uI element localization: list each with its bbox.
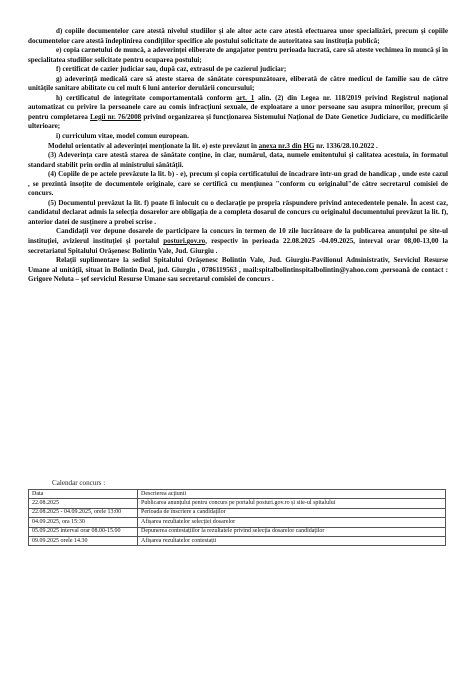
candidates-text-1: Candidații vor depune dosarele de participare la concurs în termen de 10 zile lucrătoare de la publicarea anunțului pe site-ul instituției, avizierul instituției și portalul bbox=[28, 227, 448, 246]
row-description: Afișarea rezultatelor contestații bbox=[138, 537, 446, 546]
row-description: Depunerea contestațiilor la rezultatele privind selecția dosarelor candidaților bbox=[138, 527, 446, 536]
model-paragraph bbox=[28, 142, 448, 152]
item-f: f) certificat de cazier judiciar sau, după caz, extrasul de pe cazierul judiciar; bbox=[56, 65, 287, 74]
item-h-text-3: privind organizarea și funcționarea Sistemului Național de Date Genetice Judiciare, cu modificările ulterioare; bbox=[28, 112, 448, 131]
document-body bbox=[28, 27, 448, 285]
table-row bbox=[29, 527, 446, 536]
hg-link[interactable]: HG bbox=[303, 141, 315, 150]
table-row bbox=[29, 518, 446, 527]
row-date: 22.08.2025 bbox=[29, 499, 138, 508]
row-date: 22.08.2025 - 04.09.2025, orele 13:00 bbox=[29, 508, 138, 517]
candidates-text-2: , respectiv în perioada 22.08.2025 -04.09.2025, interval orar 08,00-13,00 la secretariatul Spitalului Orășenesc Bolintin Vale, Jud. Giurgiu . bbox=[28, 237, 449, 255]
row-description: Perioada de înscriere a candidaților bbox=[138, 508, 446, 517]
table-row bbox=[29, 537, 446, 546]
table-row bbox=[29, 499, 446, 508]
item-h-text-2: alin. (2) din Legea nr. 118/2019 privind Registrul național automatizat cu privire la persoanele care au comis infracțiuni sexuale, de exploatare a unor persoane sau asupra minorilor, precum și pentru completarea bbox=[28, 93, 448, 121]
model-text-2: nr. 1336/28.10.2022 . bbox=[314, 141, 378, 150]
item-d: d) copiile documentelor care atestă nivelul studiilor și ale altor acte care atestă efectuarea unor specializări, precum și copiile documentelor care atestă îndeplinirea condițiilor specifice ale postului solicitate de autoritatea sau instituția publică; bbox=[28, 27, 448, 45]
calendar-table bbox=[28, 489, 446, 546]
candidates-paragraph bbox=[28, 227, 448, 256]
law-link-76-2008[interactable]: Legii nr. 76/2008 bbox=[90, 112, 142, 121]
row-date: 05.09.2025 interval orar 08.00-15.00 bbox=[29, 527, 138, 536]
model-text-1: Modelul orientativ al adeverinței menționate la lit. e) este prevăzut în bbox=[48, 141, 259, 150]
item-h bbox=[28, 94, 448, 132]
annex-link[interactable]: anexa nr.3 din bbox=[258, 141, 302, 150]
portal-link[interactable]: posturi.gov.ro bbox=[163, 237, 206, 246]
paragraph-3: (3) Adeverința care atestă starea de sănătate conține, în clar, numărul, data, numele emitentului și calitatea acestuia, în formatul standard stabilit prin ordin al ministrului sănătății. bbox=[28, 151, 448, 169]
header-description: Descrierea acțiunii bbox=[138, 490, 446, 499]
header-date: Data bbox=[29, 490, 138, 499]
item-e: e) copia carnetului de muncă, a adeverinței eliberate de angajator pentru perioada lucrată, care să ateste vechimea în muncă și în specialitatea studiilor solicitate pentru ocuparea postului; bbox=[28, 46, 448, 64]
item-g: g) adeverință medicală care să ateste starea de sănătate corespunzătoare, eliberată de către medicul de familie sau de către unitățile sanitare abilitate cu cel mult 6 luni anterior derulării concursului; bbox=[28, 74, 448, 93]
table-header-row bbox=[29, 490, 446, 499]
row-description: Afișarea rezultatelor selecției dosarelor bbox=[138, 518, 446, 527]
row-description: Publicarea anunțului pentru concurs pe portalul posturi.gov.ro și site-ul spitalului bbox=[138, 499, 446, 508]
item-i: i) curriculum vitae, model comun european. bbox=[56, 132, 189, 141]
law-link-art1[interactable]: art. 1 bbox=[236, 93, 255, 102]
paragraph-4: (4) Copiile de pe actele prevăzute la lit. b) - e), precum și copia certificatului de încadrare într-un grad de handicap , unde este cazul , se prezintă însoțite de documentele originale, care se certifică cu mențiunea "conform cu originalul"de către secretarul comisiei de concurs. bbox=[28, 170, 448, 198]
item-h-text-1: h) certificatul de integritate comportamentală conform bbox=[56, 93, 237, 102]
row-date: 04.09.2025, ora 15:30 bbox=[29, 518, 138, 527]
calendar-title: Calendar concurs : bbox=[52, 479, 106, 487]
contact-paragraph: Relații suplimentare la sediul Spitalului Orășenesc Bolintin Vale, Jud. Giurgiu-Pavilionul Administrativ, Serviciul Resurse Umane al unității, situat în Bolintin Deal, jud. Giurgiu , 0786119563 , mail:spitalbolintinspitalbolintin@yahoo.com ,persoană de contact : Grigore Neluta – șef serviciul Resurse Umane sau secretarul comisiei de concurs . bbox=[28, 256, 448, 284]
row-date: 09.09.2025 orele 14.30 bbox=[29, 537, 138, 546]
table-row bbox=[29, 508, 446, 517]
paragraph-5: (5) Documentul prevăzut la lit. f) poate fi înlocuit cu o declarație pe propria răspundere privind antecedentele penale. În acest caz, candidatul declarat admis la selecția dosarelor are obligația de a completa dosarul de concurs cu originalul documentului prevăzut la lit. f), anterior datei de susținere a probei scrise . bbox=[28, 198, 448, 226]
